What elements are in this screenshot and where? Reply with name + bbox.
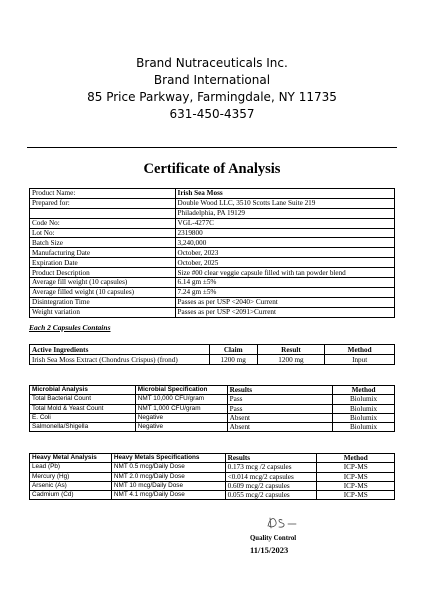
heavy-metal-row — [30, 472, 395, 481]
heavy-metal-cell: Mercury (Hg) — [30, 472, 112, 481]
microbial-cell: Pass — [227, 404, 332, 413]
microbial-cell: Absent — [227, 413, 332, 422]
microbial-table — [29, 385, 395, 432]
info-value: Irish Sea Moss — [175, 189, 394, 199]
microbial-header: Microbial Specification — [135, 386, 227, 395]
heavy-metal-cell: ICP-MS — [317, 491, 395, 500]
company-subname: Brand International — [153, 73, 271, 87]
info-label: Product Description — [30, 268, 176, 278]
info-value: Passes as per USP <2091>Current — [175, 307, 394, 317]
info-value: Philadelphia, PA 19129 — [175, 208, 394, 218]
info-row — [30, 297, 395, 307]
info-value: 7.24 gm ±5% — [175, 287, 394, 297]
ingredient-cell: Irish Sea Moss Extract (Chondrus Crispus) (frond) — [30, 355, 210, 365]
info-value: Size #00 clear veggie capsule filled with tan powder blend — [175, 268, 394, 278]
heavy-metal-cell: NMT 4.1 mcg/Daily Dose — [111, 491, 225, 500]
heavy-metal-row — [30, 463, 395, 472]
info-value: Double Wood LLC, 3510 Scotts Lane Suite 219 — [175, 198, 394, 208]
ingredient-cell: Input — [325, 355, 395, 365]
info-value: Passes as per USP <2040> Current — [175, 297, 394, 307]
heavy-metal-row — [30, 491, 395, 500]
heavy-metal-cell: Arsenic (As) — [30, 481, 112, 490]
ingredient-header: Result — [257, 345, 325, 355]
info-label: Batch Size — [30, 238, 176, 248]
microbial-cell: Biolumix — [333, 404, 395, 413]
heavy-metal-cell: 0.609 mcg/2 capsules — [225, 481, 317, 490]
ingredient-row — [30, 355, 395, 365]
microbial-cell: Pass — [227, 395, 332, 404]
info-label: Lot No: — [30, 228, 176, 238]
info-row — [30, 228, 395, 238]
heavy-metal-cell: 0.173 mcg /2 capsules — [225, 463, 317, 472]
heavy-metal-cell: 0.055 mcg/2 capsules — [225, 491, 317, 500]
microbial-cell: Salmonella/Shigella — [30, 423, 136, 432]
info-label: Disintegration Time — [30, 297, 176, 307]
microbial-header: Microbial Analysis — [30, 386, 136, 395]
heavy-metal-cell: ICP-MS — [317, 463, 395, 472]
microbial-cell: Biolumix — [333, 413, 395, 422]
info-value: 2319800 — [175, 228, 394, 238]
microbial-header-row — [30, 386, 395, 395]
heavy-metal-header-row — [30, 454, 395, 463]
info-label: Code No: — [30, 218, 176, 228]
info-label: Expiration Date — [30, 258, 176, 268]
signature-mark — [262, 512, 322, 532]
info-label: Average fill weight (10 capsules) — [30, 278, 176, 288]
info-label: Prepared for: — [30, 198, 176, 208]
company-header — [0, 55, 424, 123]
company-phone: 631-450-4357 — [169, 107, 255, 121]
microbial-cell: NMT 1,000 CFU/gram — [135, 404, 227, 413]
info-row — [30, 238, 395, 248]
info-row — [30, 258, 395, 268]
heavy-metal-header: Heavy Metal Analysis — [30, 454, 112, 463]
info-row — [30, 248, 395, 258]
section-title: Each 2 Capsules Contains — [29, 323, 111, 332]
info-row — [30, 268, 395, 278]
ingredients-table — [29, 344, 395, 365]
heavy-metal-cell: ICP-MS — [317, 481, 395, 490]
document-title: Certificate of Analysis — [143, 161, 281, 177]
ingredient-header: Method — [325, 345, 395, 355]
heavy-metals-table — [29, 453, 395, 500]
ingredient-header: Active Ingredients — [30, 345, 210, 355]
divider — [27, 147, 397, 148]
microbial-cell: NMT 10,000 CFU/gram — [135, 395, 227, 404]
info-value: 6.14 gm ±5% — [175, 278, 394, 288]
info-row — [30, 218, 395, 228]
info-label: Product Name: — [30, 189, 176, 199]
microbial-cell: Negative — [135, 423, 227, 432]
heavy-metal-header: Method — [317, 454, 395, 463]
microbial-cell: Biolumix — [333, 395, 395, 404]
info-value: VGL-4277C — [175, 218, 394, 228]
info-value: October, 2025 — [175, 258, 394, 268]
product-info-table — [29, 188, 395, 318]
info-value: October, 2023 — [175, 248, 394, 258]
info-value: 3,240,000 — [175, 238, 394, 248]
info-label: Weight variation — [30, 307, 176, 317]
heavy-metal-cell: Cadmium (Cd) — [30, 491, 112, 500]
ingredient-cell: 1200 mg — [209, 355, 257, 365]
heavy-metal-header: Heavy Metals Specifications — [111, 454, 225, 463]
signature-label: Quality Control — [250, 535, 297, 542]
microbial-header: Method — [333, 386, 395, 395]
microbial-row — [30, 404, 395, 413]
microbial-row — [30, 423, 395, 432]
microbial-cell: Negative — [135, 413, 227, 422]
ingredient-cell: 1200 mg — [257, 355, 325, 365]
info-label: Manufacturing Date — [30, 248, 176, 258]
heavy-metal-header: Results — [225, 454, 317, 463]
heavy-metal-cell: NMT 10 mcg/Daily Dose — [111, 481, 225, 490]
info-row — [30, 198, 395, 208]
ingredient-header: Claim — [209, 345, 257, 355]
info-label: Average filled weight (10 capsules) — [30, 287, 176, 297]
microbial-cell: Total Bacterial Count — [30, 395, 136, 404]
heavy-metal-cell: NMT 0.5 mcg/Daily Dose — [111, 463, 225, 472]
heavy-metal-row — [30, 481, 395, 490]
microbial-cell: Absent — [227, 423, 332, 432]
company-address: 85 Price Parkway, Farmingdale, NY 11735 — [87, 90, 337, 104]
info-row — [30, 208, 395, 218]
info-row — [30, 189, 395, 199]
signature-date: 11/15/2023 — [250, 545, 289, 555]
info-row — [30, 287, 395, 297]
company-name: Brand Nutraceuticals Inc. — [136, 56, 288, 70]
heavy-metal-cell: <0.014 mcg/2 capsules — [225, 472, 317, 481]
info-row — [30, 278, 395, 288]
heavy-metal-cell: Lead (Pb) — [30, 463, 112, 472]
microbial-cell: Biolumix — [333, 423, 395, 432]
microbial-header: Results — [227, 386, 332, 395]
heavy-metal-cell: NMT 2.0 mcg/Daily Dose — [111, 472, 225, 481]
microbial-cell: E. Coli — [30, 413, 136, 422]
heavy-metal-cell: ICP-MS — [317, 472, 395, 481]
microbial-row — [30, 413, 395, 422]
microbial-cell: Total Mold & Yeast Count — [30, 404, 136, 413]
microbial-row — [30, 395, 395, 404]
ingredient-header-row — [30, 345, 395, 355]
info-row — [30, 307, 395, 317]
info-label — [30, 208, 176, 218]
